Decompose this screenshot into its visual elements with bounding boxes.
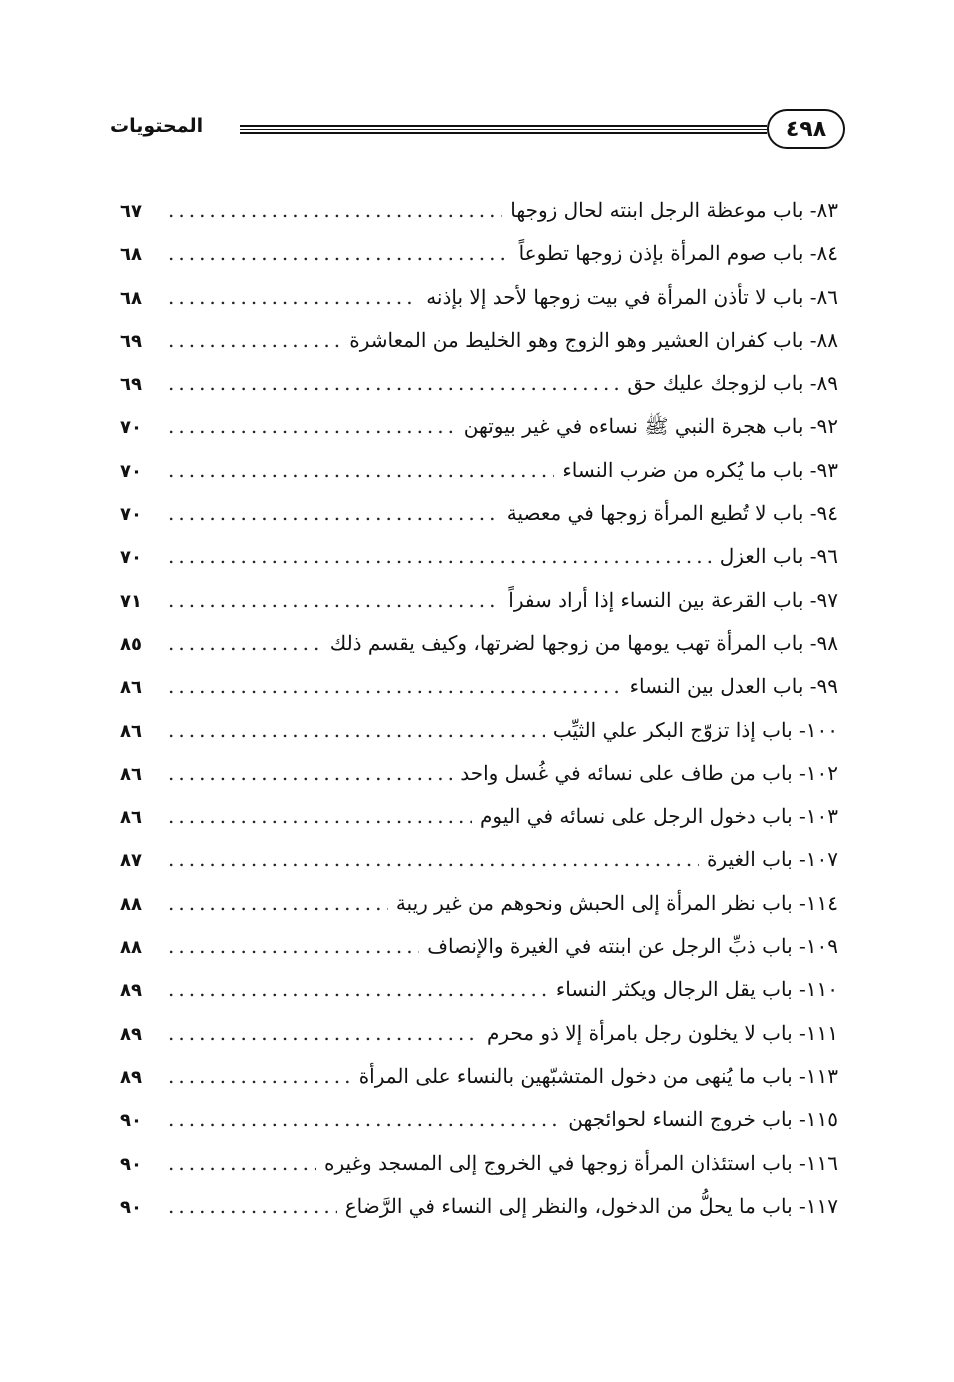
toc-entry: [120, 752, 838, 795]
toc-entry: [120, 535, 838, 578]
toc-entry: [120, 925, 838, 968]
dot-leader: [168, 1098, 560, 1141]
toc-entry-title: ٨٨- باب كفران العشير وهو الزوج وهو الخليط من المعاشرة: [349, 327, 838, 352]
toc-entry-title: ١١١- باب لا يخلون رجل بامرأة إلا ذو محرم: [486, 1020, 838, 1045]
section-title: المحتويات: [110, 115, 204, 137]
table-of-contents: [120, 189, 838, 1228]
toc-entry-title: ٨٤- باب صوم المرأة بإذن زوجها تطوعاً: [518, 241, 838, 266]
toc-entry: [120, 449, 838, 492]
dot-leader: [168, 362, 619, 405]
toc-entry-page: ٨٧: [120, 850, 142, 872]
dot-leader: [168, 882, 388, 925]
toc-entry-title: ٩٣- باب ما يُكره من ضرب النساء: [562, 457, 838, 482]
toc-entry-title: ١٠٧- باب الغيرة: [706, 847, 838, 872]
toc-entry-title: ٩٧- باب القرعة بين النساء إذا أراد سفراً: [508, 587, 838, 612]
toc-entry-page: ٧٠: [120, 504, 142, 526]
toc-entry: [120, 1098, 838, 1141]
toc-entry-title: ٩٩- باب العدل بين النساء: [629, 674, 838, 699]
toc-entry-title: ١١٥- باب خروج النساء لحوائجهن: [568, 1107, 838, 1132]
toc-entry-title: ٨٣- باب موعظة الرجل ابنته لحال زوجها: [510, 198, 838, 222]
toc-entry: [120, 232, 838, 275]
dot-leader: [168, 622, 322, 665]
toc-entry: [120, 838, 838, 881]
toc-entry-page: ٨٦: [120, 677, 142, 699]
toc-entry-title: ١١٧- باب ما يحلُّ من الدخول، والنظر إلى النساء في الرَّضاع: [344, 1193, 838, 1218]
toc-entry-page: ٨٦: [120, 720, 142, 742]
page-number: ٤٩٨: [767, 109, 845, 149]
toc-entry-title: ٩٦- باب العزل: [719, 544, 838, 569]
dot-leader: [168, 665, 622, 708]
toc-entry: [120, 276, 838, 319]
dot-leader: [168, 1055, 351, 1098]
toc-entry: [120, 665, 838, 708]
dot-leader: [168, 579, 500, 622]
toc-entry-page: ٨٩: [120, 980, 142, 1002]
dot-leader: [168, 535, 712, 578]
toc-entry-title: ١١٣- باب ما يُنهى من دخول المتشبّهين بالنساء على المرأة: [358, 1063, 838, 1088]
dot-leader: [168, 232, 511, 275]
toc-entry-page: ٩٠: [120, 1153, 142, 1175]
toc-entry-page: ٦٧: [120, 201, 142, 222]
toc-entry-title: ٨٦- باب لا تأذن المرأة في بيت زوجها لأحد إلا بإذنه: [426, 284, 838, 309]
toc-entry: [120, 1142, 838, 1185]
toc-entry: [120, 1185, 838, 1228]
toc-entry-page: ٩٠: [120, 1110, 142, 1132]
dot-leader: [168, 795, 472, 838]
dot-leader: [168, 276, 418, 319]
dot-leader: [168, 449, 554, 492]
toc-entry-page: ٦٨: [120, 244, 142, 266]
toc-entry-page: ٨٦: [120, 807, 142, 829]
toc-entry: [120, 405, 838, 448]
toc-entry-page: ٦٨: [120, 287, 142, 309]
toc-entry-page: ٩٠: [120, 1196, 142, 1218]
dot-leader: [168, 1142, 316, 1185]
toc-entry-page: ٨٨: [120, 893, 142, 915]
toc-entry: [120, 362, 838, 405]
toc-entry: [120, 1012, 838, 1055]
toc-entry-title: ٩٨- باب المرأة تهب يومها من زوجها لضرتها، وكيف يقسم ذلك: [329, 630, 838, 655]
dot-leader: [168, 319, 341, 362]
toc-entry-title: ٨٩- باب لزوجك عليك حق: [627, 371, 838, 396]
toc-entry: [120, 492, 838, 535]
toc-entry: [120, 1055, 838, 1098]
toc-entry-page: ٨٦: [120, 763, 142, 785]
toc-entry-title: ١٠٣- باب دخول الرجل على نسائه في اليوم: [480, 804, 838, 829]
dot-leader: [168, 752, 452, 795]
toc-entry-title: ١٠٩- باب ذبِّ الرجل عن ابنته في الغيرة والإنصاف: [427, 934, 838, 959]
dot-leader: [168, 968, 548, 1011]
dot-leader: [168, 925, 419, 968]
toc-entry: [120, 795, 838, 838]
toc-entry: [120, 189, 838, 232]
toc-entry: [120, 882, 838, 925]
toc-entry-page: ٧١: [120, 590, 142, 612]
dot-leader: [168, 1012, 479, 1055]
dot-leader: [168, 838, 699, 881]
toc-entry-page: ٨٩: [120, 1023, 142, 1045]
toc-entry-title: ٩٤- باب لا تُطيع المرأة زوجها في معصية: [506, 501, 838, 526]
toc-entry: [120, 319, 838, 362]
toc-entry: [120, 579, 838, 622]
toc-entry-title: ٩٢- باب هجرة النبي ﷺ نساءه في غير بيوتهن: [463, 414, 838, 439]
dot-leader: [168, 405, 456, 448]
toc-entry: [120, 622, 838, 665]
toc-entry-page: ٨٩: [120, 1066, 142, 1088]
toc-entry-title: ١١٦- باب استئذان المرأة زوجها في الخروج إلى المسجد وغيره: [324, 1150, 838, 1175]
dot-leader: [168, 189, 502, 232]
toc-entry-page: ٦٩: [120, 330, 142, 352]
toc-entry: [120, 709, 838, 752]
toc-entry-title: ١١٠- باب يقل الرجال ويكثر النساء: [555, 977, 838, 1002]
dot-leader: [168, 492, 499, 535]
toc-entry-title: ١٠٢- باب من طاف على نسائه في غُسل واحد: [460, 760, 838, 785]
dot-leader: [168, 1185, 337, 1228]
dot-leader: [168, 709, 545, 752]
toc-entry-page: ٧٠: [120, 417, 142, 439]
page-header: [110, 105, 845, 155]
toc-entry-page: ٨٨: [120, 937, 142, 959]
toc-entry-page: ٧٠: [120, 460, 142, 482]
toc-entry-title: ١٠٠- باب إذا تزوّج البكر علي الثيِّب: [552, 717, 838, 742]
header-rule: [240, 125, 767, 134]
toc-entry-page: ٨٥: [120, 633, 142, 655]
toc-entry-page: ٦٩: [120, 374, 142, 396]
toc-entry-page: ٧٠: [120, 547, 142, 569]
toc-entry: [120, 968, 838, 1011]
toc-entry-title: ١١٤- باب نظر المرأة إلى الحبش ونحوهم من غير ريبة: [395, 890, 838, 915]
